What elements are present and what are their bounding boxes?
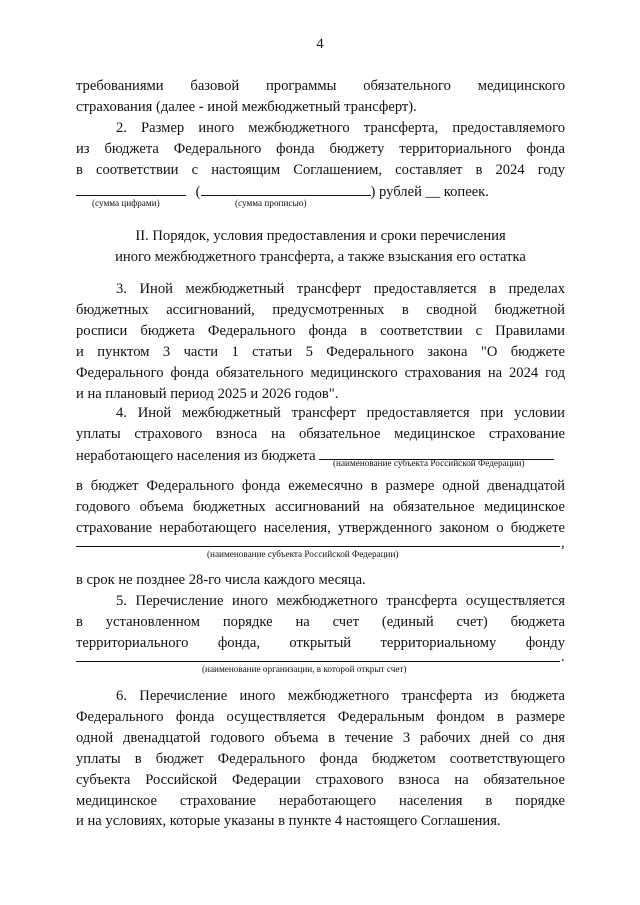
amount-words-blank	[201, 181, 371, 196]
subject-law-blank	[76, 527, 560, 547]
text-line: требованиями базовой программы обязательного медицинского	[76, 78, 565, 94]
text-fragment: неработающего населения из бюджета	[76, 447, 316, 464]
hint-subject-name-1: (наименование субъекта Российской Федерации)	[333, 458, 525, 468]
text-line: и на плановый период 2025 и 2026 годов".	[76, 385, 339, 402]
hint-amount-digits: (сумма цифрами)	[92, 198, 160, 208]
text-line: территориального фонда, открытый территориальному фонду	[76, 634, 565, 651]
text-line: в соответствии с настоящим Соглашением, составляет в 2024 году	[76, 161, 565, 178]
text-line: уплаты страхового взноса на обязательное медицинское страхование	[76, 425, 565, 442]
text-line: в бюджет Федерального фонда ежемесячно в размере одной двенадцатой	[76, 478, 565, 494]
text-line: Федерального фонда обязательного медицинского страхования на 2024 год	[76, 364, 565, 381]
text-line: субъекта Российской Федерации страхового взноса на обязательное	[76, 771, 565, 788]
hint-amount-words: (сумма прописью)	[235, 198, 307, 208]
paragraph-3	[76, 279, 565, 404]
text-line: медицинское страхование неработающего населения в порядке	[76, 792, 565, 809]
paragraph-2	[76, 118, 565, 203]
hint-subject-name-2: (наименование субъекта Российской Федерации)	[207, 549, 399, 559]
comma: ,	[561, 535, 565, 551]
text-line: уплаты в бюджет Федерального фонда бюджетом соответствующего	[76, 750, 565, 767]
text-line: страхования (далее - иной межбюджетный трансферт).	[76, 98, 417, 115]
hint-organization: (наименование организации, в которой открыт счет)	[202, 664, 407, 674]
section-2-heading	[76, 226, 565, 268]
text-line: годового объема бюджетных ассигнований на обязательное медицинское	[76, 498, 565, 515]
page-number: 4	[316, 36, 324, 52]
amount-digits-blank	[76, 181, 186, 196]
text-line: страхование неработающего населения, утвержденного законом о бюджете	[76, 519, 565, 536]
text-line: 2. Размер иного межбюджетного трансферта, предоставляемого	[116, 120, 565, 136]
paragraph-6	[76, 686, 565, 832]
intro-paragraph	[76, 76, 565, 118]
organization-blank	[76, 642, 560, 662]
text-line: из бюджета Федерального фонда бюджету территориального фонда	[76, 140, 565, 157]
text-line: 5. Перечисление иного межбюджетного трансферта осуществляется	[116, 593, 565, 609]
text-line: в установленном порядке на счет (единый счет) бюджета	[76, 613, 565, 630]
text-line: одной двенадцатой годового объема в течение 3 рабочих дней со дня	[76, 729, 565, 746]
text-line: 4. Иной межбюджетный трансферт предоставляется при условии	[116, 405, 565, 421]
text-line: бюджетных ассигнований, предусмотренных в сводной бюджетной	[76, 301, 565, 318]
text-line: 6. Перечисление иного межбюджетного трансферта из бюджета	[116, 688, 565, 704]
text-line: 3. Иной межбюджетный трансферт предоставляется в пределах	[116, 281, 565, 297]
paragraph-4-deadline	[76, 570, 565, 591]
text-line: в срок не позднее 28-го числа каждого месяца.	[76, 572, 366, 588]
text-line: и на условиях, которые указаны в пункте 4 настоящего Соглашения.	[76, 813, 501, 830]
text-line: Федерального фонда осуществляется Федеральным фондом в размере	[76, 708, 565, 725]
heading-line: II. Порядок, условия предоставления и сроки перечисления	[135, 228, 506, 244]
text-line: росписи бюджета Федерального фонда в соответствии с Правилами	[76, 322, 565, 339]
text-line: и пунктом 3 части 1 статьи 5 Федерального закона "О бюджете	[76, 343, 565, 360]
period: .	[561, 649, 565, 665]
open-paren: (	[195, 183, 201, 200]
heading-line: иного межбюджетного трансферта, а также взыскания его остатка	[115, 248, 526, 265]
amount-tail: ) рублей __ копеек.	[370, 183, 489, 200]
